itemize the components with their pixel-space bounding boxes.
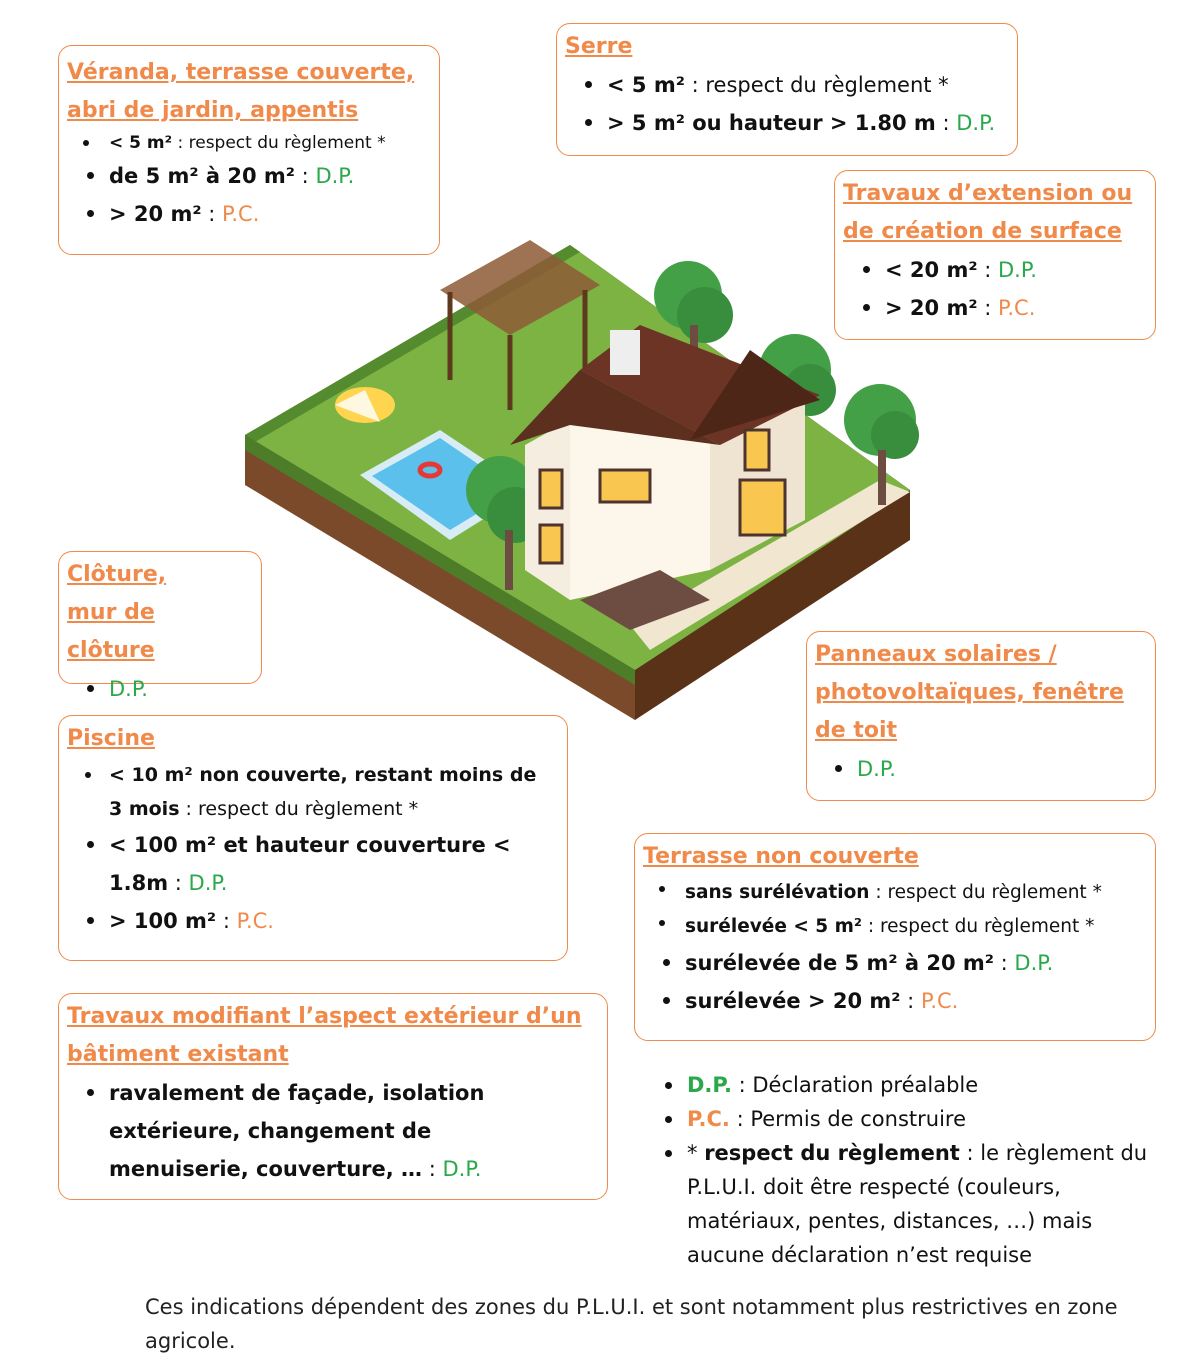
travaux-box — [58, 993, 608, 1200]
list-item: surélevée < 5 m² : respect du règlement * — [643, 910, 1155, 944]
list-item: < 5 m² : respect du règlement * — [67, 130, 439, 157]
cloture-title: Clôture, mur de clôture — [67, 562, 167, 663]
travaux-title: Travaux modifiant l’aspect extérieur d’un bâtiment existant — [67, 1004, 582, 1067]
extension-title: Travaux d’extension ou de création de surface — [843, 181, 1133, 244]
list-item: de 5 m² à 20 m² : D.P. — [67, 157, 439, 195]
piscine-box — [58, 715, 568, 961]
list-item: > 100 m² : P.C. — [67, 902, 567, 940]
footer-note: Ces indications dépendent des zones du P.L.U.I. et sont notamment plus restrictives en zone agricole. — [145, 1295, 1118, 1353]
list-item: sans surélévation : respect du règlement * — [643, 876, 1155, 910]
cloture-box — [58, 551, 262, 701]
list-item: ravalement de façade, isolation extérieure, changement de menuiserie, couverture, … : D.P. — [67, 1074, 549, 1188]
list-item: D.P. — [815, 750, 1155, 788]
legend — [645, 1068, 1155, 1272]
legend-item-reglement: * respect du règlement : le règlement du P.L.U.I. doit être respecté (couleurs, matériaux, pentes, distances, …) mais aucune déclaration n’est requise — [645, 1136, 1155, 1272]
terrasse-title: Terrasse non couverte — [643, 844, 919, 869]
list-item: < 100 m² et hauteur couverture < 1.8m : D.P. — [67, 826, 539, 902]
terrasse-box — [634, 833, 1156, 1041]
veranda-title: Véranda, terrasse couverte, abri de jardin, appentis — [67, 60, 415, 123]
solaire-title: Panneaux solaires / photovoltaïques, fenêtre de toit — [815, 642, 1124, 743]
list-item: < 10 m² non couverte, restant moins de 3 mois : respect du règlement * — [67, 758, 549, 826]
piscine-title: Piscine — [67, 726, 155, 751]
solaire-box — [806, 631, 1156, 801]
veranda-box — [58, 45, 440, 255]
serre-box — [556, 23, 1018, 156]
list-item: > 20 m² : P.C. — [67, 195, 439, 233]
list-item: > 20 m² : P.C. — [843, 289, 1155, 327]
list-item: D.P. — [67, 670, 261, 708]
extension-box — [834, 170, 1156, 340]
list-item: > 5 m² ou hauteur > 1.80 m : D.P. — [565, 104, 1017, 142]
serre-title: Serre — [565, 34, 633, 59]
list-item: < 5 m² : respect du règlement * — [565, 66, 1017, 104]
legend-item-pc: P.C. : Permis de construire — [645, 1102, 1155, 1136]
list-item: < 20 m² : D.P. — [843, 251, 1155, 289]
list-item: surélevée > 20 m² : P.C. — [643, 982, 1155, 1020]
legend-item-dp: D.P. : Déclaration préalable — [645, 1068, 1155, 1102]
list-item: surélevée de 5 m² à 20 m² : D.P. — [643, 944, 1155, 982]
